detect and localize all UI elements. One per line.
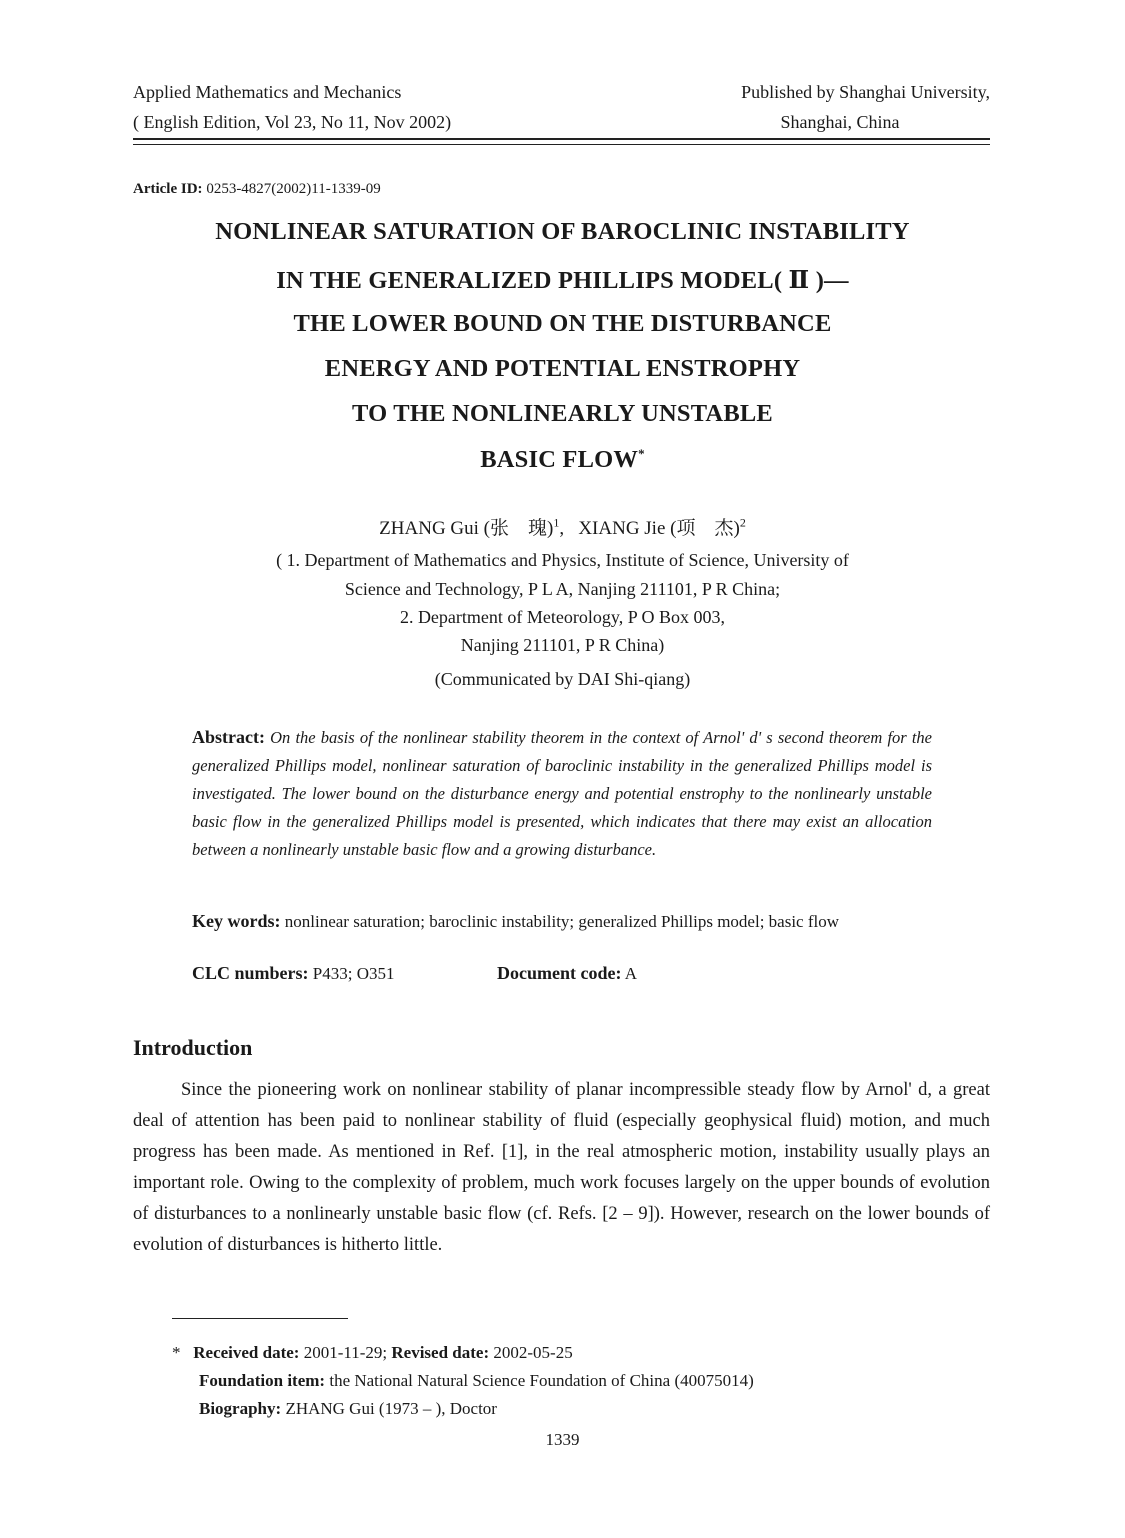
- article-id-label: Article ID:: [133, 181, 203, 197]
- abstract: [192, 723, 932, 864]
- journal-edition: ( English Edition, Vol 23, No 11, Nov 2002): [133, 112, 452, 132]
- author-1-affil: 1: [553, 515, 560, 530]
- affiliation-line-2: Science and Technology, P L A, Nanjing 211101, P R China;: [344, 579, 781, 599]
- title-line-5: TO THE NONLINEARLY UNSTABLE: [352, 400, 773, 427]
- communicated-by: (Communicated by DAI Shi-qiang): [434, 669, 691, 689]
- title-line-1: NONLINEAR SATURATION OF BAROCLINIC INSTABILITY: [215, 218, 910, 245]
- footnote-mark: *: [172, 1343, 181, 1362]
- authors: [0, 513, 1125, 540]
- document-code-value: A: [624, 964, 638, 983]
- document-code-label: Document code:: [497, 963, 622, 983]
- keywords-label: Key words:: [192, 911, 281, 931]
- journal-name: Applied Mathematics and Mechanics: [133, 82, 402, 102]
- header-rule-thin: [133, 144, 990, 145]
- introduction-heading: Introduction: [133, 1035, 253, 1060]
- title-line-6: [0, 446, 1125, 474]
- footnote-dates: [172, 1339, 573, 1367]
- keywords-text: nonlinear saturation; baroclinic instability; generalized Phillips model; basic flow: [284, 912, 840, 931]
- abstract-label: Abstract:: [192, 727, 265, 747]
- revised-value: 2002-05-25: [493, 1343, 573, 1362]
- clc-label: CLC numbers:: [192, 963, 309, 983]
- author-2: XIANG Jie (项 杰): [578, 518, 740, 539]
- title-last-words: BASIC FLOW: [480, 446, 639, 474]
- article-id-value: 0253-4827(2002)11-1339-09: [206, 181, 381, 197]
- keywords: [192, 907, 932, 936]
- footnote-rule: [172, 1318, 348, 1319]
- author-2-affil: 2: [739, 515, 746, 530]
- document-code: [497, 963, 637, 984]
- title-line-2: IN THE GENERALIZED PHILLIPS MODEL( Ⅱ )—: [276, 267, 849, 294]
- title-footnote-mark: *: [638, 446, 645, 461]
- article-id: [133, 181, 381, 198]
- clc-value: P433; O351: [312, 964, 395, 983]
- received-label: Received date:: [193, 1343, 300, 1362]
- introduction-paragraph: Since the pioneering work on nonlinear stability of planar incompressible steady flow by Arnol' d, a great deal of attention has been paid to nonlinear stability of fluid (especially geophysical fluid) motion, and much progress has been made. As mentioned in Ref. [1], in the real atmospheric motion, instability usually plays an important role. Owing to the complexity of problem, much work focuses largely on the upper bounds of evolution of disturbances to a nonlinearly unstable basic flow (cf. Refs. [2 – 9]). However, research on the lower bounds of evolution of disturbances is hitherto little.: [133, 1080, 990, 1255]
- abstract-text: On the basis of the nonlinear stability theorem in the context of Arnol' d' s second theorem for the generalized Phillips model, nonlinear saturation of baroclinic instability in the generalized Phillips model is investigated. The lower bound on the disturbance energy and potential enstrophy to the nonlinearly unstable basic flow in the generalized Phillips model is presented, which indicates that there may exist an allocation between a nonlinearly unstable basic flow and a growing disturbance.: [192, 728, 932, 859]
- title-line-4: ENERGY AND POTENTIAL ENSTROPHY: [324, 355, 801, 382]
- publisher-location: Shanghai, China: [780, 112, 900, 132]
- foundation-label: Foundation item:: [199, 1371, 326, 1390]
- biography-value: ZHANG Gui (1973 – ), Doctor: [285, 1399, 497, 1418]
- footnote-foundation: [199, 1367, 754, 1395]
- affiliation-line-3: 2. Department of Meteorology, P O Box 003,: [399, 607, 726, 627]
- author-separator: ,: [559, 518, 565, 539]
- foundation-value: the National Natural Science Foundation of China (40075014): [329, 1371, 754, 1390]
- author-1: ZHANG Gui (张 瑰): [379, 518, 554, 539]
- publisher: Published by Shanghai University,: [741, 82, 990, 102]
- revised-label: Revised date:: [391, 1343, 490, 1362]
- footnote-biography: [199, 1395, 497, 1423]
- affiliation-line-4: Nanjing 211101, P R China): [460, 635, 665, 655]
- page-number: 1339: [545, 1430, 580, 1449]
- title-line-3: THE LOWER BOUND ON THE DISTURBANCE: [293, 310, 832, 337]
- header-rule-thick: [133, 138, 990, 140]
- affiliation-line-1: ( 1. Department of Mathematics and Physics, Institute of Science, University of: [276, 550, 849, 570]
- received-value: 2001-11-29;: [303, 1343, 388, 1362]
- biography-label: Biography:: [199, 1399, 282, 1418]
